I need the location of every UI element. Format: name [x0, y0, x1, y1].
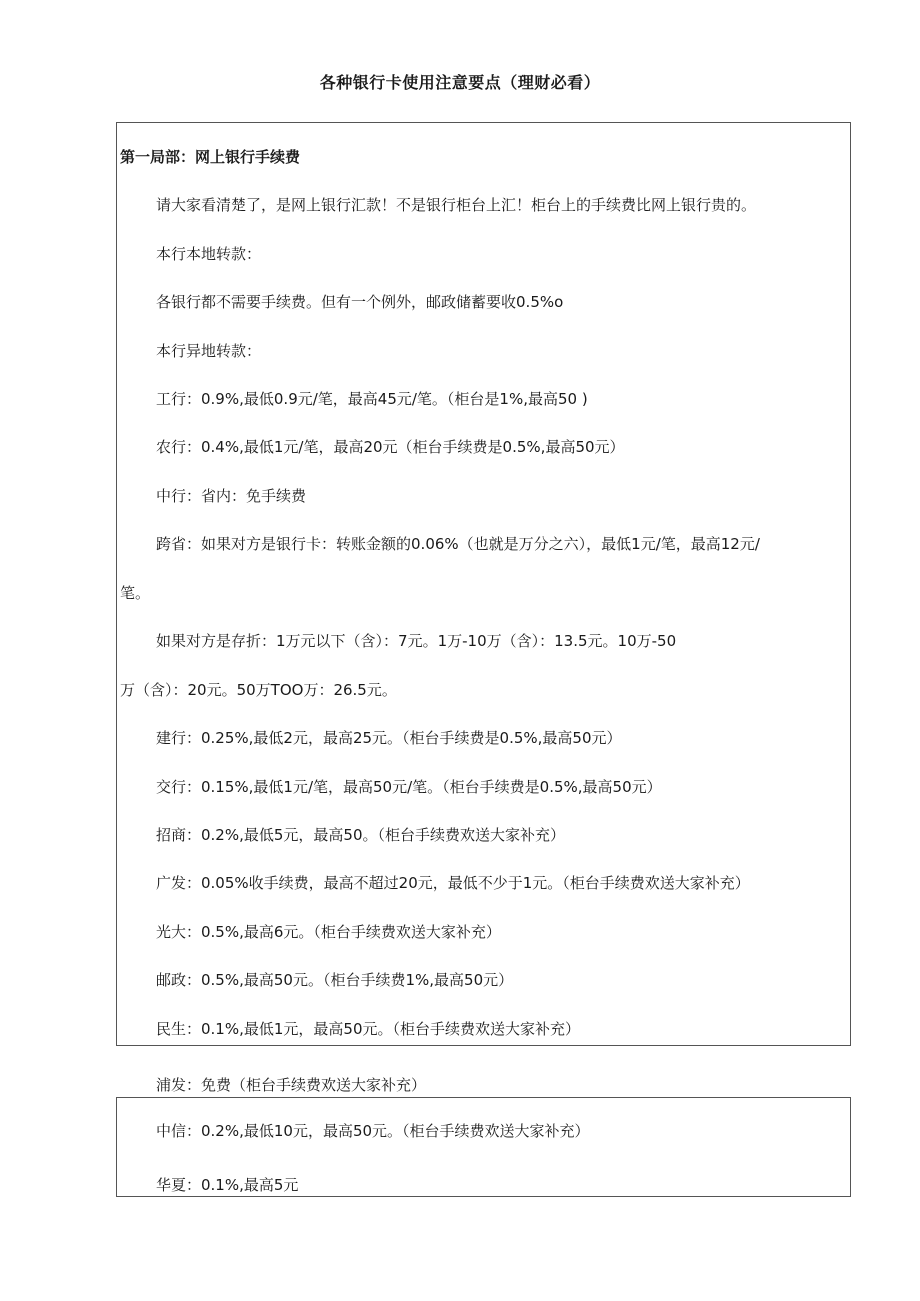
ccb-fee: 建行：0.25%,最低2元，最高25元。（柜台手续费是0.5%,最高50元） [156, 729, 622, 747]
intro-paragraph: 请大家看清楚了，是网上银行汇款！不是银行柜台上汇！柜台上的手续费比网上银行贵的。 [156, 196, 757, 214]
abc-fee: 农行：0.4%,最低1元/笔，最高20元（柜台手续费是0.5%,最高50元） [156, 438, 625, 456]
section-heading: 第一局部：网上银行手续费 [120, 148, 301, 166]
psbc-fee: 邮政：0.5%,最高50元。（柜台手续费1%,最高50元） [156, 971, 514, 989]
cmb-fee: 招商：0.2%,最低5元，最高50。（柜台手续费欢送大家补充） [156, 826, 566, 844]
icbc-fee: 工行：0.9%,最低0.9元/笔，最高45元/笔。（柜台是1%,最高50 ) [156, 390, 588, 408]
cgb-fee: 广发：0.05%收手续费，最高不超过20元，最低不少于1元。（柜台手续费欢送大家补充） [156, 874, 750, 892]
citic-fee: 中信：0.2%,最低10元，最高50元。（柜台手续费欢送大家补充） [156, 1122, 590, 1140]
boc-fee: 中行：省内：免手续费 [156, 487, 307, 505]
spdb-fee: 浦发：免费（柜台手续费欢送大家补充） [156, 1076, 427, 1094]
boc-passbook-1: 如果对方是存折：1万元以下（含）：7元。1万-10万（含）：13.5元。10万-50 [156, 632, 677, 650]
local-transfer-label: 本行本地转款： [156, 245, 262, 263]
bocom-fee: 交行：0.15%,最低1元/笔，最高50元/笔。（柜台手续费是0.5%,最高50元） [156, 778, 662, 796]
boc-passbook-2: 万（含）：20元。50万TOO万：26.5元。 [120, 681, 397, 699]
cmbc-fee: 民生：0.1%,最低1元，最高50元。（柜台手续费欢送大家补充） [156, 1020, 581, 1038]
boc-cross-province-1: 跨省：如果对方是银行卡：转账金额的0.06%（也就是万分之六），最低1元/笔，最高12元/ [156, 535, 760, 553]
hxb-fee: 华夏：0.1%,最高5元 [156, 1176, 299, 1194]
page-title: 各种银行卡使用注意要点（理财必看） [319, 73, 601, 92]
local-transfer-text: 各银行都不需要手续费。但有一个例外，邮政储蓄要收0.5%o [156, 293, 564, 311]
remote-transfer-label: 本行异地转款： [156, 342, 262, 360]
boc-cross-province-2: 笔。 [120, 584, 151, 602]
ceb-fee: 光大：0.5%,最高6元。（柜台手续费欢送大家补充） [156, 923, 501, 941]
